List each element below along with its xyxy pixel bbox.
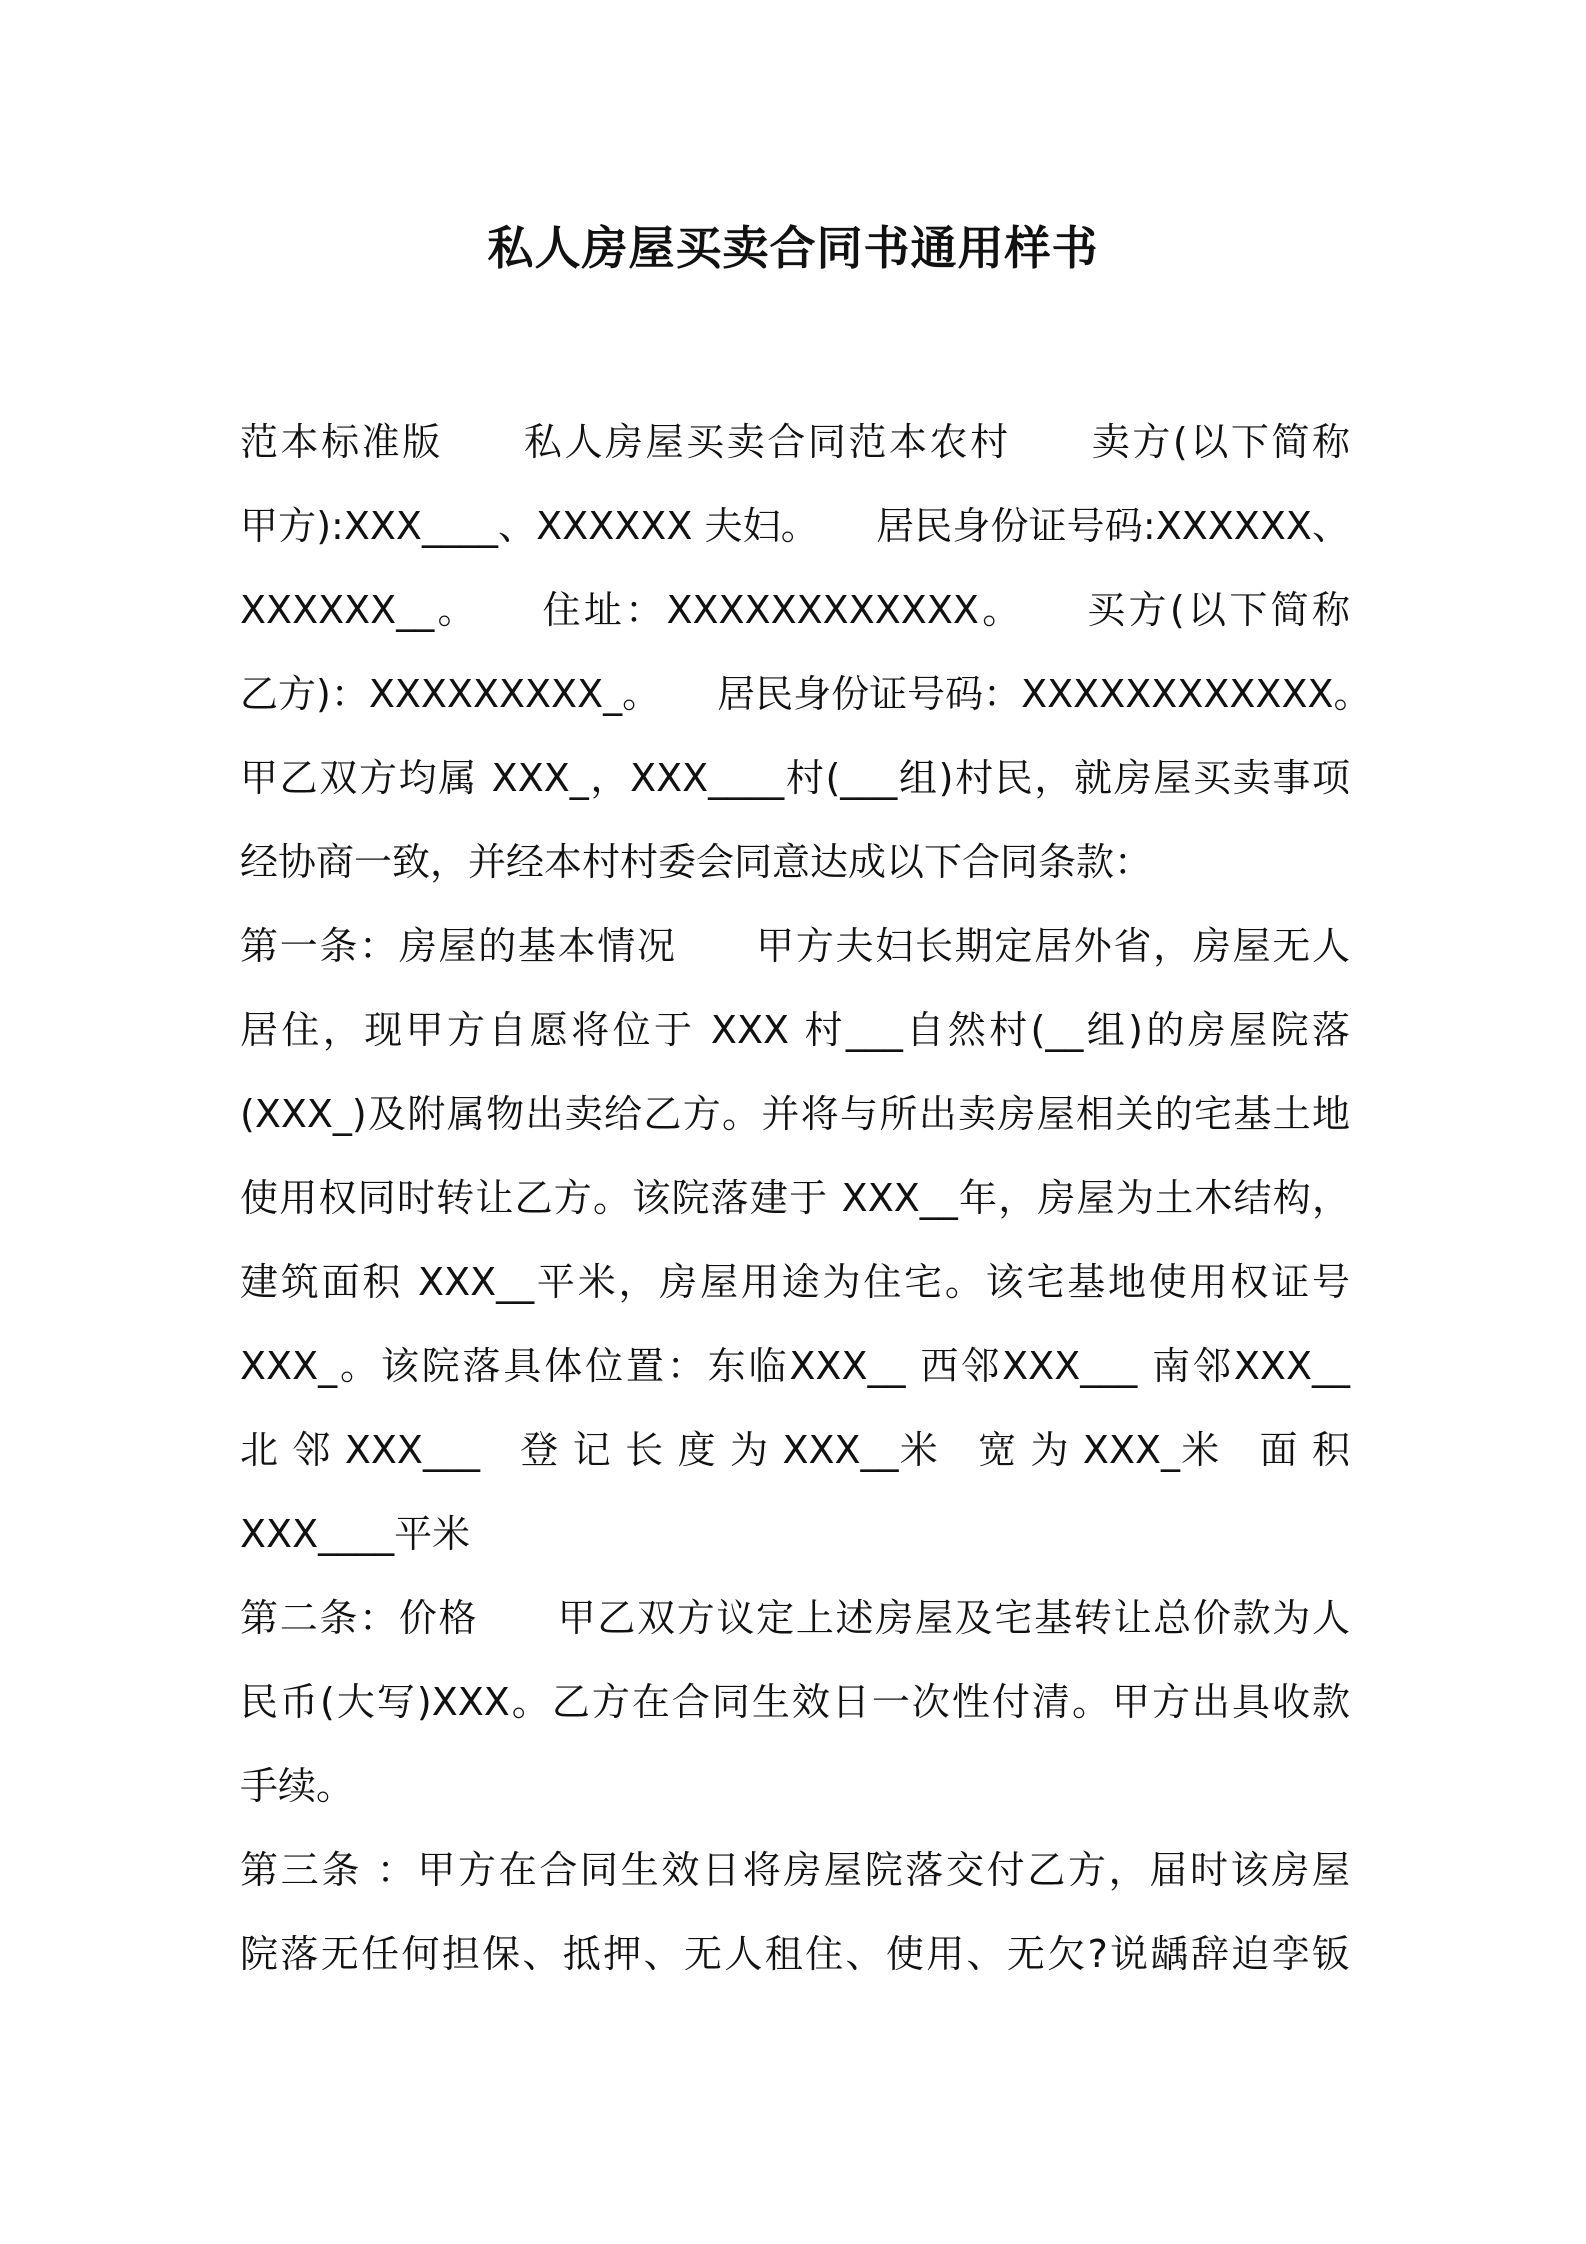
paragraph-line: 甲乙双方均属 XXX_，XXX____村(___组)村民，就房屋买卖事项	[240, 756, 1350, 800]
document-title: 私人房屋买卖合同书通用样书	[487, 221, 1099, 275]
paragraph-line: 第一条：房屋的基本情况 甲方夫妇长期定居外省，房屋无人	[240, 924, 1350, 968]
paragraph-line: 手续。	[240, 1764, 355, 1808]
paragraph-line: XXXXXX__。 住址：XXXXXXXXXXXX。 买方(以下简称	[240, 588, 1350, 632]
paragraph-line: (XXX_)及附属物出卖给乙方。并将与所出卖房屋相关的宅基土地	[240, 1092, 1350, 1136]
paragraph-line: 院落无任何担保、抵押、无人租住、使用、无欠?说龋辞迫孪钣	[240, 1932, 1350, 1976]
paragraph-line: 建筑面积 XXX__平米，房屋用途为住宅。该宅基地使用权证号	[240, 1260, 1350, 1304]
paragraph-line: XXX____平米	[240, 1512, 471, 1556]
paragraph-line: 民币(大写)XXX。乙方在合同生效日一次性付清。甲方出具收款	[240, 1680, 1350, 1724]
paragraph-line: 第二条：价格 甲乙双方议定上述房屋及宅基转让总价款为人	[240, 1596, 1350, 1640]
document-body	[240, 400, 1372, 1996]
paragraph-line: XXX_。该院落具体位置：东临XXX__ 西邻XXX___ 南邻XXX__	[240, 1344, 1350, 1388]
paragraph-line: 使用权同时转让乙方。该院落建于 XXX__年，房屋为土木结构，	[240, 1176, 1350, 1220]
paragraph-line: 居住，现甲方自愿将位于 XXX 村___自然村(__组)的房屋院落	[240, 1008, 1350, 1052]
paragraph-line: 甲方):XXX____、XXXXXX 夫妇。 居民身份证号码:XXXXXX、	[240, 504, 1350, 548]
paragraph-line: 北 邻 XXX___ 登 记 长 度 为 XXX__米 宽 为 XXX_米 面 积	[240, 1428, 1350, 1472]
paragraph-line: 乙方)：XXXXXXXXX_。 居民身份证号码：XXXXXXXXXXXX。	[240, 672, 1372, 716]
paragraph-line: 范本标准版 私人房屋买卖合同范本农村 卖方(以下简称	[240, 420, 1350, 464]
paragraph-line: 第三条 ：甲方在合同生效日将房屋院落交付乙方，届时该房屋	[240, 1848, 1350, 1892]
paragraph-line: 经协商一致，并经本村村委会同意达成以下合同条款：	[240, 840, 1153, 884]
